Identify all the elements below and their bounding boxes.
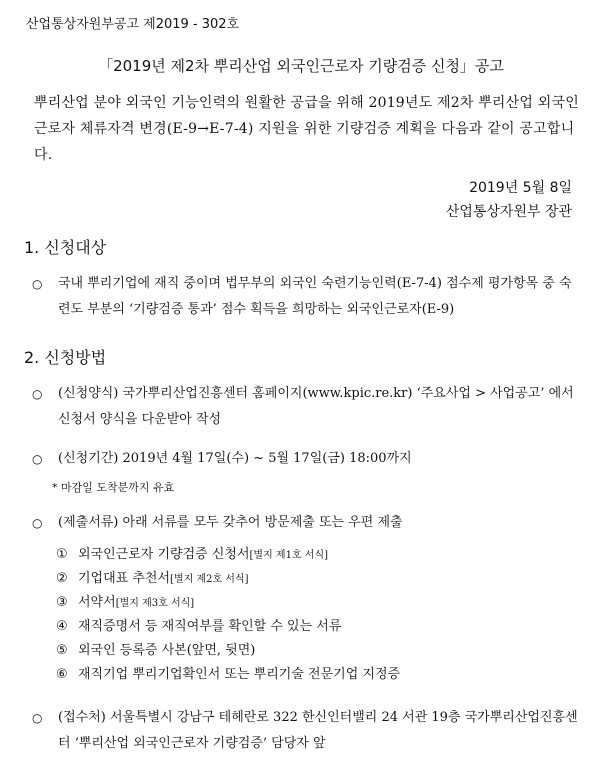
- document-item: [56, 568, 249, 590]
- item-number: ①: [56, 547, 68, 562]
- reception-bullet: [32, 705, 580, 757]
- document-item: [56, 640, 255, 662]
- item-text: 기업대표 추천서: [78, 571, 171, 586]
- notice-number: 산업통상자원부공고 제2019 - 302호: [26, 17, 240, 32]
- notice-date: 2019년 5월 8일: [469, 180, 572, 196]
- application-period-bullet: [32, 446, 580, 472]
- item-text: 서약서: [78, 595, 116, 610]
- required-documents-bullet: [32, 510, 580, 536]
- item-number: ③: [56, 595, 68, 610]
- intro-paragraph: 뿌리산업 분야 외국인 기능인력의 원활한 공급을 위해 2019년도 제2차 뿌리산업 외국인근로자 체류자격 변경(E-9→E-7-4) 지원을 위한 기량검증 계획을 다음과 같이 공고합니다.: [34, 95, 579, 163]
- bullet-text: (접수처) 서울특별시 강남구 테헤란로 322 한신인터밸리 24 서관 19층 국가뿌리산업진흥센터 ‘뿌리산업 외국인근로자 기량검증’ 담당자 앞: [58, 710, 578, 751]
- document-item: [56, 544, 328, 566]
- deadline-note: * 마감일 도착분까지 유효: [52, 481, 175, 494]
- document-item: [56, 592, 194, 614]
- eligibility-bullet: [32, 271, 580, 323]
- bullet-mark: ○: [32, 277, 43, 291]
- issuing-authority: 산업통상자원부 장관: [445, 204, 572, 220]
- item-form-ref: [별지 제2호 서식]: [170, 574, 249, 585]
- item-text: 재직증명서 등 재직여부를 확인할 수 있는 서류: [78, 619, 342, 634]
- section-heading-eligibility: 1. 신청대상: [24, 238, 107, 257]
- document-item: [56, 664, 400, 686]
- bullet-text: (제출서류) 아래 서류를 모두 갖추어 방문제출 또는 우편 제출: [58, 515, 403, 530]
- section-heading-method: 2. 신청방법: [24, 348, 107, 367]
- item-text: 재직기업 뿌리기업확인서 또는 뿌리기술 전문기업 지정증: [78, 667, 401, 682]
- bullet-text: (신청기간) 2019년 4월 17일(수) ~ 5월 17일(금) 18:00까지: [58, 451, 412, 466]
- application-form-bullet: [32, 381, 580, 433]
- item-number: ⑤: [56, 643, 68, 658]
- item-number: ②: [56, 571, 68, 586]
- bullet-mark: ○: [32, 387, 43, 401]
- item-text: 외국인근로자 기량검증 신청서: [78, 547, 250, 562]
- item-number: ⑥: [56, 667, 68, 682]
- item-number: ④: [56, 619, 68, 634]
- bullet-mark: ○: [32, 452, 43, 466]
- notice-title: 「2019년 제2차 뿌리산업 외국인근로자 기량검증 신청」공고: [98, 57, 504, 75]
- item-form-ref: [별지 제3호 서식]: [115, 598, 195, 609]
- item-form-ref: [별지 제1호 서식]: [249, 550, 329, 561]
- bullet-mark: ○: [32, 711, 43, 725]
- bullet-mark: ○: [32, 516, 43, 530]
- bullet-text: (신청양식) 국가뿌리산업진흥센터 홈페이지(www.kpic.re.kr) ‘주요사업 > 사업공고’ 에서 신청서 양식을 다운받아 작성: [58, 386, 574, 427]
- document-item: [56, 616, 341, 638]
- bullet-text: 국내 뿌리기업에 재직 중이며 법무부의 외국인 숙련기능인력(E-7-4) 점수제 평가항목 중 숙련도 부분의 ‘기량검증 통과’ 점수 획득을 희망하는 외국인근로자(E-9): [58, 276, 572, 317]
- item-text: 외국인 등록증 사본(앞면, 뒷면): [78, 643, 256, 658]
